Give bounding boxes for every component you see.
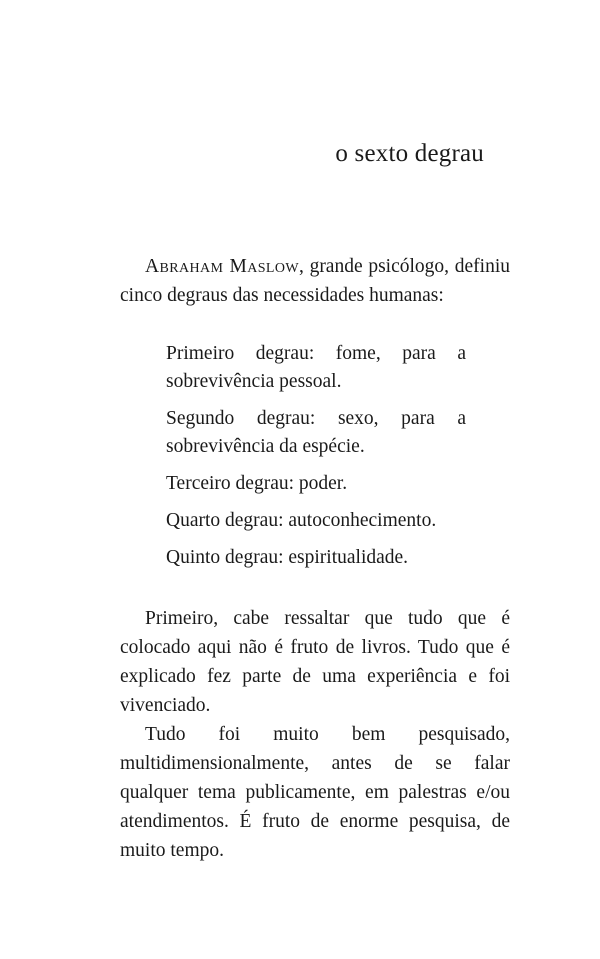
author-name: Abraham Maslow	[145, 256, 299, 277]
step-item: Quinto degrau: espiritualidade.	[166, 547, 409, 568]
step-item: Terceiro degrau: poder.	[166, 473, 348, 494]
step-item: Primeiro degrau: fome, para a sobrevivência pessoal.	[166, 343, 466, 392]
step-item: Quarto degrau: autoconhecimento.	[166, 510, 437, 531]
chapter-title: o sexto degrau	[335, 140, 484, 167]
intro-paragraph	[120, 252, 510, 310]
intro-section	[120, 252, 510, 310]
closing-section	[120, 604, 510, 865]
intro-text: , grande psicólogo, definiu cinco degraus das necessidades humanas:	[120, 256, 510, 306]
steps-list	[166, 340, 466, 581]
closing-paragraph: Tudo foi muito bem pesquisado, multidimensionalmente, antes de se falar qualquer tema publicamente, em palestras e/ou atendimentos. É fruto de enorme pesquisa, de muito tempo.	[120, 724, 510, 861]
closing-paragraph: Primeiro, cabe ressaltar que tudo que é colocado aqui não é fruto de livros. Tudo que é explicado fez parte de uma experiência e foi vivenciado.	[120, 608, 510, 716]
step-item: Segundo degrau: sexo, para a sobrevivência da espécie.	[166, 408, 466, 457]
